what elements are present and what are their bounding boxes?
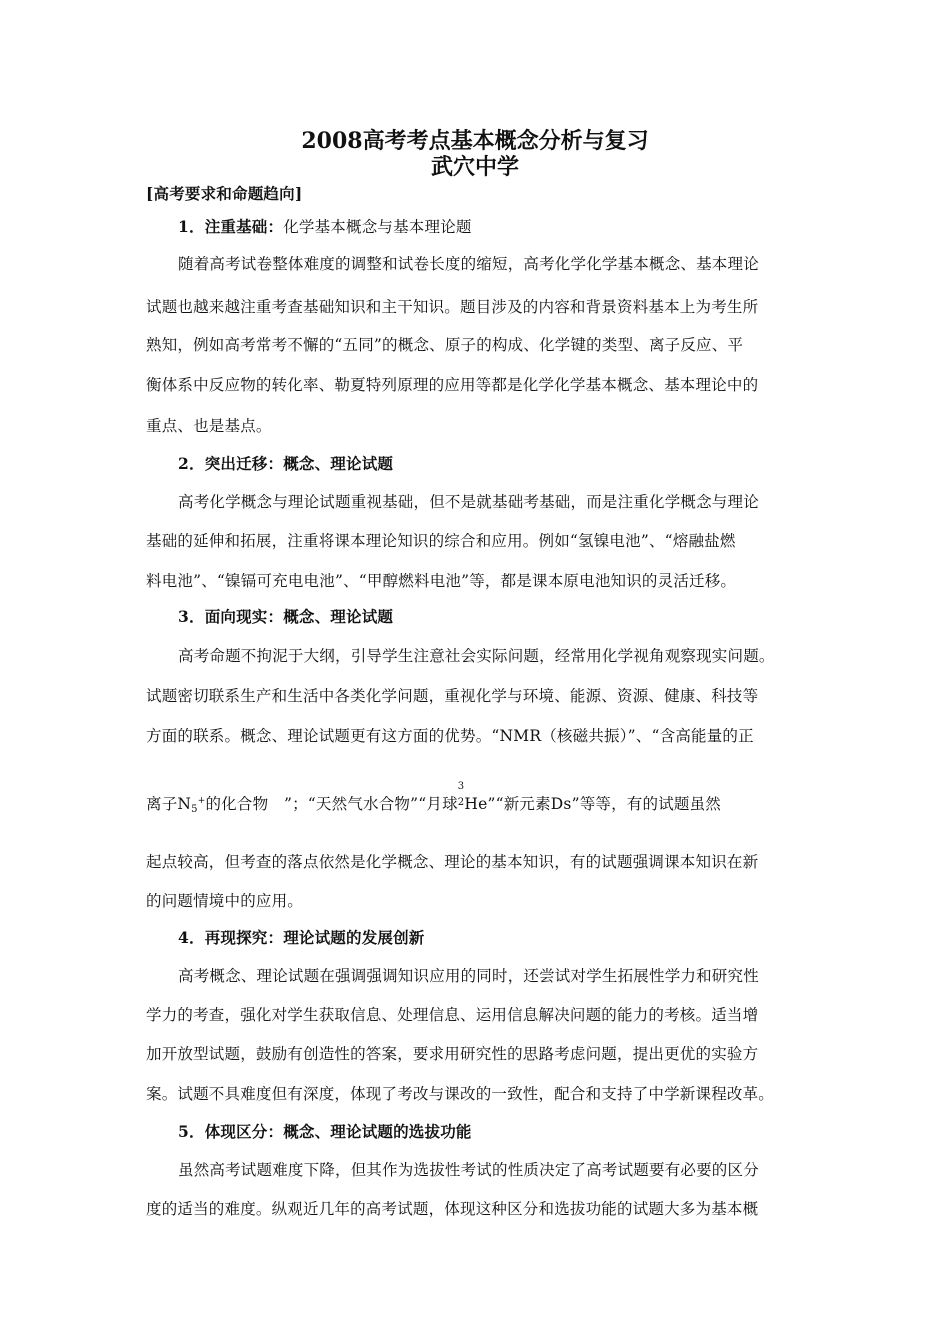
paragraph-line: 学力的考查，强化对学生获取信息、处理信息、运用信息解决问题的能力的考核。适当增	[146, 1006, 759, 1024]
paragraph-line: 试题也越来越注重考查基础知识和主干知识。题目涉及的内容和背景资料基本上为考生所	[146, 298, 759, 316]
paragraph-line: 的问题情境中的应用。	[146, 892, 304, 910]
item-4-heading: 再现探究：理论试题的发展创新	[204, 928, 425, 947]
paragraph-line: 高考概念、理论试题在强调强调知识应用的同时，还尝试对学生拓展性学力和研究性	[178, 967, 759, 985]
school-name: 武穴中学	[430, 154, 519, 180]
document-title: 2008高考考点基本概念分析与复习	[301, 128, 649, 154]
item-1-number: 1．	[178, 217, 205, 236]
paragraph-line: 高考命题不拘泥于大纲，引导学生注意社会实际问题，经常用化学视角观察现实问题。	[178, 647, 775, 665]
item-4-number: 4．	[178, 928, 205, 947]
paragraph-line: 案。试题不具难度但有深度，体现了考改与课改的一致性，配合和支持了中学新课程改革。	[146, 1085, 775, 1103]
paragraph-line: 随着高考试卷整体难度的调整和试卷长度的缩短，高考化学化学基本概念、基本理论	[178, 255, 759, 273]
item-5-heading-line	[178, 1120, 472, 1142]
paragraph-line: 虽然高考试题难度下降，但其作为选拔性考试的性质决定了高考试题要有必要的区分	[178, 1161, 759, 1179]
item-1-heading: 注重基础：	[204, 217, 284, 236]
paragraph-line: 试题密切联系生产和生活中各类化学问题，重视化学与环境、能源、资源、健康、科技等	[146, 687, 759, 705]
paragraph-line: 衡体系中反应物的转化率、勒夏特列原理的应用等都是化学化学基本概念、基本理论中的	[146, 376, 759, 394]
paragraph-line: 熟知，例如高考常考不懈的“五同”的概念、原子的构成、化学键的类型、离子反应、平	[146, 336, 744, 354]
item-3-heading: 面向现实：概念、理论试题	[204, 607, 394, 626]
paragraph-line: 高考化学概念与理论试题重视基础，但不是就基础考基础，而是注重化学概念与理论	[178, 493, 759, 511]
item-2-number: 2．	[178, 454, 205, 473]
item-2-heading: 突出迁移：概念、理论试题	[204, 454, 394, 473]
paragraph-line: 方面的联系。概念、理论试题更有这方面的优势。“NMR（核磁共振）”、“含高能量的正	[146, 727, 754, 745]
paragraph-line: 加开放型试题，鼓励有创造性的答案，要求用研究性的思路考虑问题，提出更优的实验方	[146, 1045, 759, 1063]
item-2-heading-line	[178, 452, 393, 474]
item-1-heading-line	[178, 215, 472, 237]
formula-line: 离子$N_5^+$的化合物 ”；“天然气水合物”“月球 3 $^2$He”“新元素Ds”等等，有的试题虽然	[146, 781, 722, 815]
item-3-number: 3．	[178, 607, 205, 626]
isotope-formula: 3 $^2$He	[457, 781, 488, 813]
item-5-heading: 体现区分：概念、理论试题的选拔功能	[204, 1122, 472, 1141]
item-5-number: 5．	[178, 1122, 205, 1141]
item-1-subtitle: 化学基本概念与基本理论题	[283, 218, 472, 236]
ion-formula: $N_5^+$	[177, 795, 206, 815]
paragraph-line: 基础的延伸和拓展，注重将课本理论知识的综合和应用。例如“氢镍电池”、“熔融盐燃	[146, 532, 736, 550]
paragraph-line: 度的适当的难度。纵观近几年的高考试题，体现这种区分和选拔功能的试题大多为基本概	[146, 1200, 759, 1218]
paragraph-line: 料电池”、“镍镉可充电电池”、“甲醇燃料电池”等，都是课本原电池知识的灵活迁移。	[146, 572, 737, 590]
section-heading: [高考要求和命题趋向]	[146, 184, 303, 203]
paragraph-line: 重点、也是基点。	[146, 417, 272, 435]
item-3-heading-line	[178, 605, 393, 627]
item-4-heading-line	[178, 926, 425, 948]
paragraph-line: 起点较高，但考查的落点依然是化学概念、理论的基本知识，有的试题强调课本知识在新	[146, 853, 759, 871]
